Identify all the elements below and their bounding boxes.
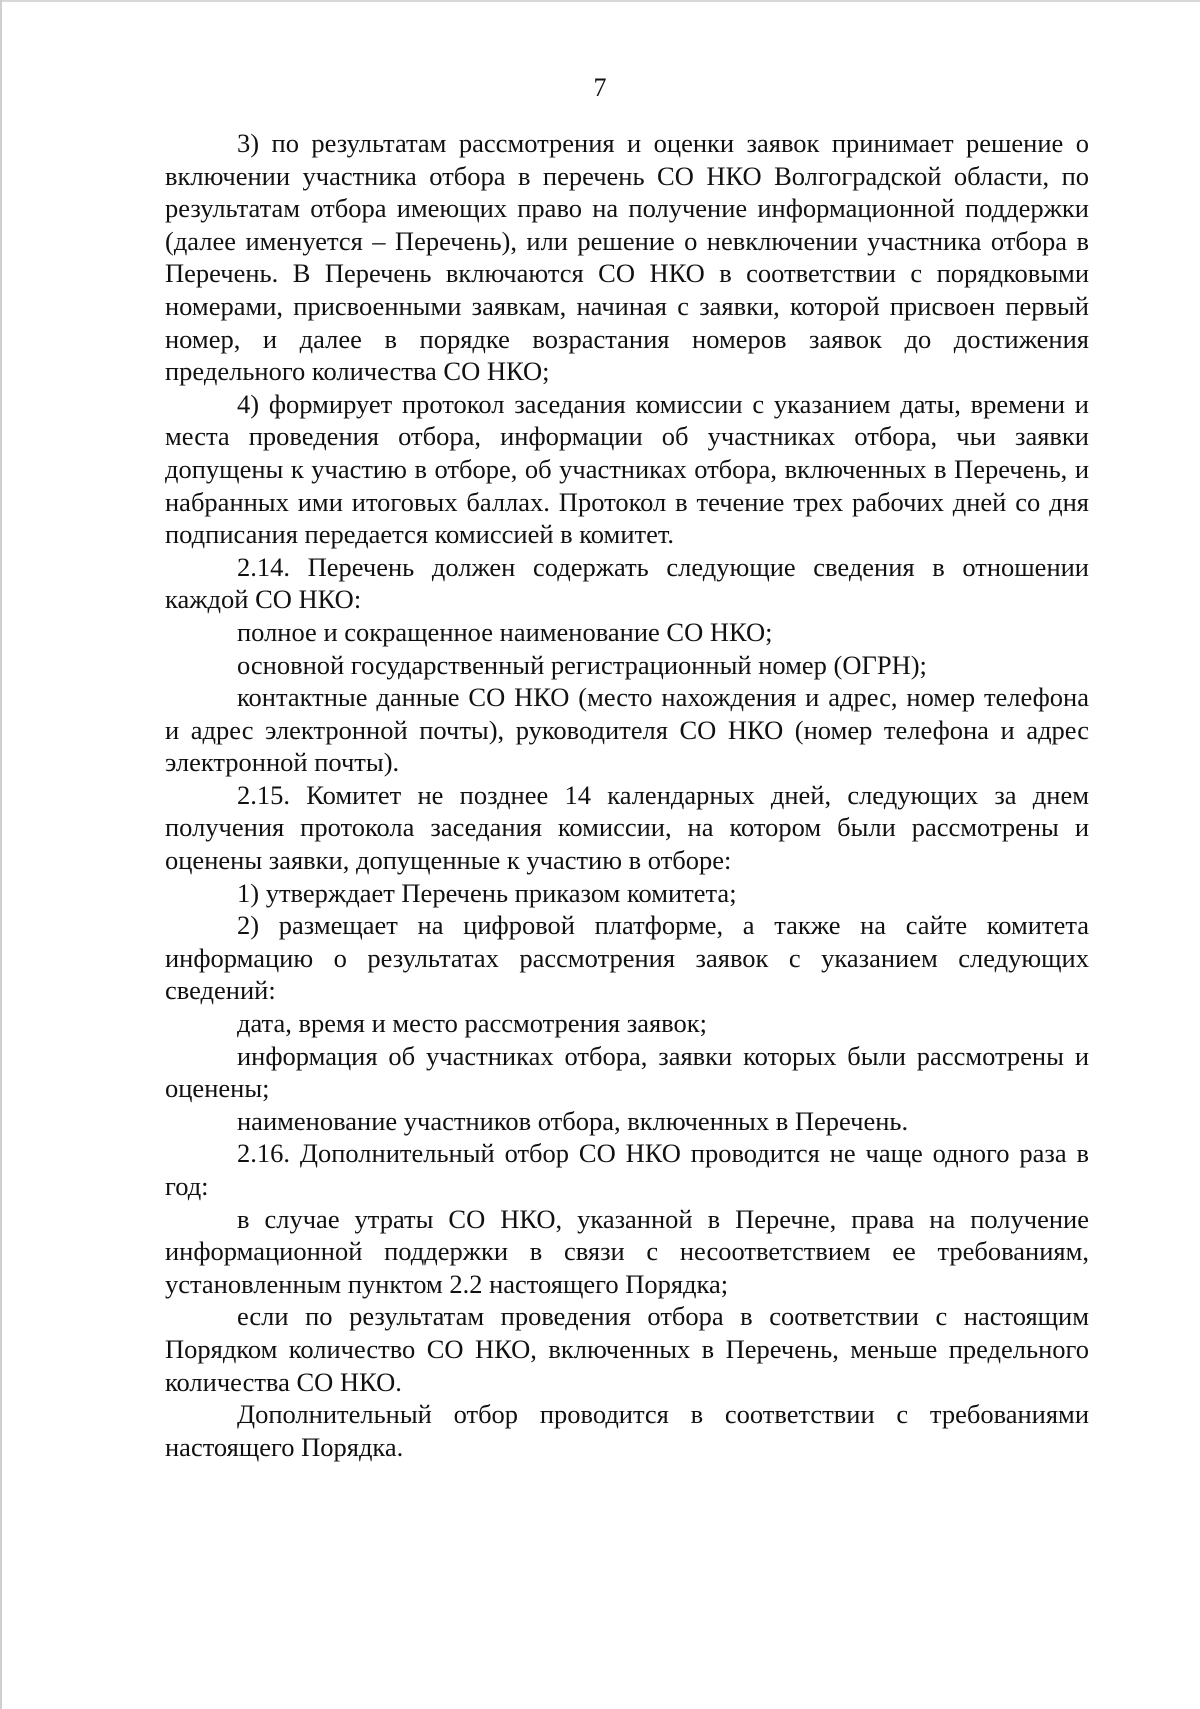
list-item-contacts: контактные данные СО НКО (место нахождения и адрес, номер телефона и адрес электронной почты), руководителя СО НКО (номер телефона и адрес электронной почты).	[165, 682, 1089, 778]
paragraph-2-15: 2.15. Комитет не позднее 14 календарных дней, следующих за днем получения протокола заседания комиссии, на котором были рассмотрены и оценены заявки, допущенные к участию в отборе:	[165, 779, 1089, 876]
list-item-loss-of-right: в случае утраты СО НКО, указанной в Перечне, права на получение информационной поддержки в связи с несоответствием ее требованиям, установленным пунктом 2.2 настоящего Порядка;	[165, 1203, 1089, 1299]
list-item-approve: 1) утверждает Перечень приказом комитета;	[237, 877, 737, 908]
paragraph-2-16: 2.16. Дополнительный отбор СО НКО проводится не чаще одного раза в год:	[165, 1138, 1089, 1201]
scan-edge-top	[0, 0, 1200, 2]
document-body	[165, 127, 1089, 1463]
list-item-participants-info: информация об участниках отбора, заявки которых были рассмотрены и оценены;	[165, 1040, 1089, 1104]
page-number: 7	[593, 73, 607, 102]
list-item-publish: 2) размещает на цифровой платформе, а также на сайте комитета информацию о результатах рассмотрения заявок с указанием следующих сведений:	[165, 910, 1089, 1006]
list-item-included-names: наименование участников отбора, включенных в Перечень.	[237, 1105, 909, 1136]
paragraph-additional-selection: Дополнительный отбор проводится в соответствии с требованиями настоящего Порядка.	[165, 1399, 1089, 1462]
list-item-insufficient-count: если по результатам проведения отбора в соответствии с настоящим Порядком количество СО НКО, включенных в Перечень, меньше предельного количества СО НКО.	[165, 1301, 1089, 1397]
list-item-ogrn: основной государственный регистрационный номер (ОГРН);	[237, 649, 927, 680]
list-item-full-name: полное и сокращенное наименование СО НКО;	[237, 616, 773, 647]
paragraph-3: 3) по результатам рассмотрения и оценки заявок принимает решение о включении участника отбора в перечень СО НКО Волгоградской области, по результатам отбора имеющих право на получение информационной поддержки (далее именуется – Перечень), или решение о невключении участника отбора в Перечень. В Перечень включаются СО НКО в соответствии с порядковыми номерами, присвоенными заявкам, начиная с заявки, которой присвоен первый номер, и далее в порядке возрастания номеров заявок до достижения предельного количества СО НКО;	[165, 128, 1089, 387]
paragraph-2-14: 2.14. Перечень должен содержать следующие сведения в отношении каждой СО НКО:	[165, 551, 1089, 615]
scan-edge-left	[0, 0, 2, 1709]
paragraph-4: 4) формирует протокол заседания комиссии с указанием даты, времени и места проведения отбора, информации об участниках отбора, чьи заявки допущены к участию в отборе, об участниках отбора, включенных в Перечень, и набранных ими итоговых баллах. Протокол в течение трех рабочих дней со дня подписания передается комиссией в комитет.	[165, 388, 1089, 550]
list-item-date-time-place: дата, время и место рассмотрения заявок;	[237, 1008, 707, 1039]
